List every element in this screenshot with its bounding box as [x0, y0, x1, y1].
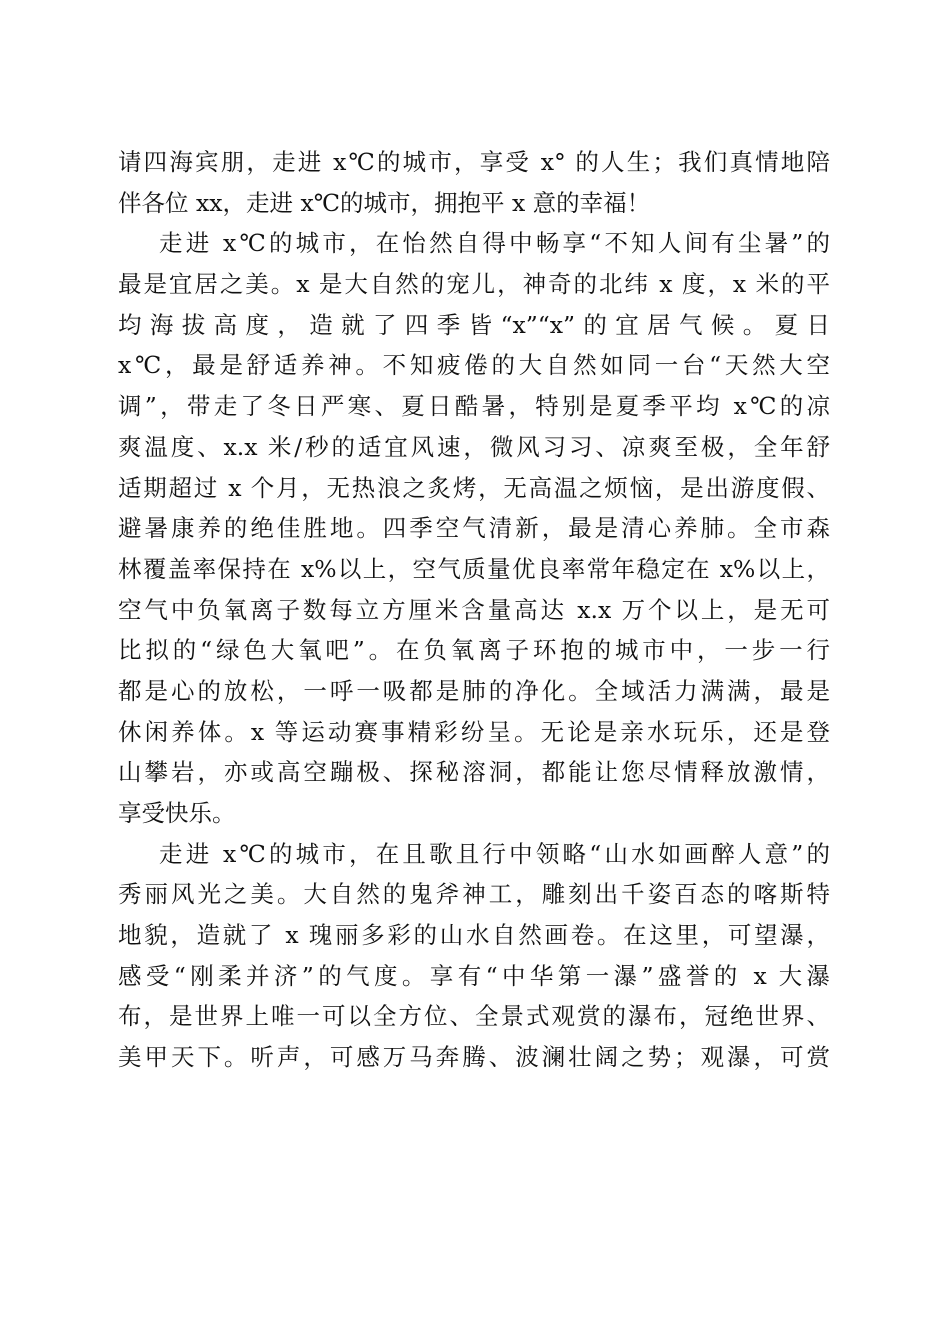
text-line: 享受快乐。	[118, 799, 236, 827]
text-line: 都是心的放松，一呼一吸都是肺的净化。全域活力满满，最是	[118, 676, 830, 705]
text-line: 走进 x℃的城市，在怡然自得中畅享“不知人间有尘暑”的	[159, 229, 830, 258]
text-line: 比拟的“绿色大氧吧”。在负氧离子环抱的城市中，一步一行	[118, 636, 830, 665]
text-line: 布，是世界上唯一可以全方位、全景式观赏的瀑布，冠绝世界、	[118, 1002, 830, 1031]
text-line: 最是宜居之美。x 是大自然的宠儿，神奇的北纬 x 度，x 米的平	[118, 270, 830, 299]
text-line: x℃，最是舒适养神。不知疲倦的大自然如同一台“天然大空	[118, 351, 830, 380]
text-line: 爽温度、x.x 米/秒的适宜风速，微风习习、凉爽至极，全年舒	[118, 432, 830, 461]
text-line: 空气中负氧离子数每立方厘米含量高达 x.x 万个以上，是无可	[118, 595, 830, 624]
text-line: 山攀岩，亦或高空蹦极、探秘溶洞，都能让您尽情释放激情，	[118, 758, 830, 787]
text-line: 调”，带走了冬日严寒、夏日酷暑，特别是夏季平均 x℃的凉	[118, 392, 830, 421]
text-line: 感受“刚柔并济”的气度。享有“中华第一瀑”盛誉的 x 大瀑	[118, 961, 830, 990]
body-text	[118, 142, 830, 1078]
text-line: 走进 x℃的城市，在且歌且行中领略“山水如画醉人意”的	[159, 839, 830, 868]
text-line: 避暑康养的绝佳胜地。四季空气清新，最是清心养肺。全市森	[118, 514, 830, 543]
text-line: 请四海宾朋，走进 x℃的城市，享受 x° 的人生；我们真情地陪	[118, 148, 830, 176]
text-line: 均海拔高度，造就了四季皆“x”“x”的宜居气候。夏日	[118, 310, 830, 339]
text-line: 伴各位 xx，走进 x℃的城市，拥抱平 x 意的幸福！	[118, 188, 651, 217]
text-line: 林覆盖率保持在 x%以上，空气质量优良率常年稳定在 x%以上，	[118, 554, 830, 583]
text-line: 秀丽风光之美。大自然的鬼斧神工，雕刻出千姿百态的喀斯特	[118, 880, 830, 909]
text-line: 地貌，造就了 x 瑰丽多彩的山水自然画卷。在这里，可望瀑，	[118, 921, 830, 950]
text-line: 休闲养体。x 等运动赛事精彩纷呈。无论是亲水玩乐，还是登	[118, 717, 830, 746]
text-line: 适期超过 x 个月，无热浪之炙烤，无高温之烦恼，是出游度假、	[118, 473, 830, 502]
text-line: 美甲天下。听声，可感万马奔腾、波澜壮阔之势；观瀑，可赏	[118, 1043, 830, 1072]
